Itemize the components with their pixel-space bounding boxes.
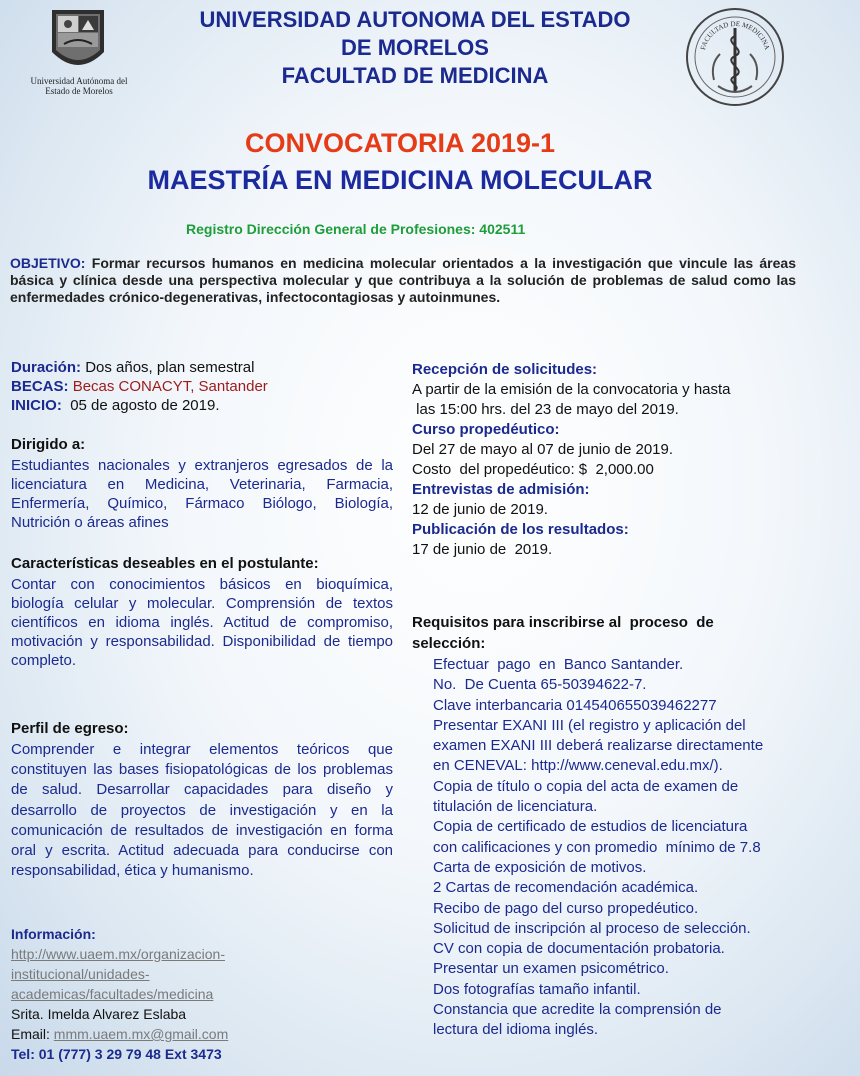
logo-caption-line: Estado de Morelos [45,86,113,96]
info-link-line: http://www.uaem.mx/organizacion- [11,946,225,962]
caracteristicas-section [11,554,393,670]
recepcion-line: las 15:00 hrs. del 23 de mayo del 2019. [412,401,679,418]
inicio-value: 05 de agosto de 2019. [70,397,220,414]
email-label: Email: [11,1026,50,1042]
publicacion-value: 17 de junio de 2019. [412,541,553,558]
uaem-logo-caption [8,76,150,96]
convocatoria-title: CONVOCATORIA 2019-1 [244,128,556,158]
contact-name: Srita. Imelda Alvarez Eslaba [11,1006,187,1022]
list-item: examen EXANI III deberá realizarse directamente [433,737,764,755]
list-item: Presentar un examen psicométrico. [433,960,669,978]
list-item: Carta de exposición de motivos. [433,858,647,876]
list-item: Clave interbancaria 014540655039462277 [433,696,717,714]
perfil-label: Perfil de egreso: [11,720,129,737]
program-title: MAESTRÍA EN MEDICINA MOLECULAR [147,165,653,195]
list-item: No. De Cuenta 65-50394622-7. [433,676,647,694]
caracteristicas-text: Contar con conocimientos básicos en bioquímica, biología celular y molecular. Comprensión de textos científicos en idioma inglés. Actitud de compromiso, motivación y responsabilidad. Disponibilidad de tiempo completo. [11,576,393,669]
list-item: Copia de certificado de estudios de licenciatura [433,818,748,836]
list-item: Copia de título o copia del acta de examen de [433,777,739,795]
telephone: Tel: 01 (777) 3 29 79 48 Ext 3473 [11,1046,222,1062]
seal-text: FACULTAD DE MEDICINA [698,19,772,51]
list-item: Solicitud de inscripción al proceso de selección. [433,919,751,937]
dirigido-text: Estudiantes nacionales y extranjeros egresados de la licenciatura en Medicina, Veterinaria, Farmacia, Enfermería, Químico, Fármaco Biólogo, Biología, Nutrición o áreas afines [11,457,393,531]
objetivo-paragraph [10,255,796,306]
informacion-section [11,924,393,1064]
publicacion-label: Publicación de los resultados: [412,521,629,538]
list-item: en CENEVAL: http://www.ceneval.edu.mx/). [433,757,723,775]
logo-caption-line: Universidad Autónoma del [30,76,128,86]
requisitos-list [412,655,802,1041]
dirigido-section [11,435,393,532]
list-item: Constancia que acredite la comprensión de [433,1001,722,1019]
duracion-value: Dos años, plan semestral [85,359,255,376]
curso-line: Del 27 de mayo al 07 de junio de 2019. [412,441,674,458]
email-link[interactable]: mmm.uaem.mx@gmail.com [53,1026,229,1042]
program-details [11,358,393,415]
title-line: DE MORELOS [341,35,489,60]
facultad-medicina-seal [684,6,786,108]
perfil-section [11,719,393,881]
recepcion-line: A partir de la emisión de la convocatoria y hasta [412,381,731,398]
curso-line: Costo del propedéutico: $ 2,000.00 [412,461,654,478]
perfil-text: Comprender e integrar elementos teóricos que constituyen las bases fisiopatológicas de los problemas de salud. Desarrollar capacidades para diseño y desarrollo de proyectos de investigación y en la comunicación de resultados de investigación en forma oral y escrita. Actitud adecuada para conducirse con responsabilidad, ética y humanismo. [11,741,393,880]
list-item: Dos fotografías tamaño infantil. [433,980,641,998]
caracteristicas-label: Características deseables en el postulante: [11,555,319,572]
becas-label: BECAS: [11,378,69,395]
info-link-line: academicas/facultades/medicina [11,986,214,1002]
requisitos-label [412,612,802,654]
university-title [150,6,680,90]
requisitos-section [412,612,802,1041]
dirigido-label: Dirigido a: [11,436,86,453]
recepcion-label: Recepción de solicitudes: [412,361,598,378]
objetivo-label: OBJETIVO: [10,255,86,271]
title-line: FACULTAD DE MEDICINA [281,63,549,88]
requisitos-label-line: Requisitos para inscribirse al proceso de [412,614,714,631]
list-item: titulación de licenciatura. [433,798,598,816]
entrevistas-value: 12 de junio de 2019. [412,501,548,518]
info-link-line: institucional/unidades- [11,966,150,982]
list-item: 2 Cartas de recomendación académica. [433,879,699,897]
list-item: Presentar EXANI III (el registro y aplicación del [433,716,746,734]
objetivo-text: Formar recursos humanos en medicina molecular orientados a la investigación que vincule las áreas básica y clínica desde una perspectiva molecular y que contribuya a la solución de problemas de salud como las enfermedades crónico-degenerativas, infectocontagiosas y autoinmunes. [10,255,796,305]
curso-label: Curso propedéutico: [412,421,560,438]
list-item: CV con copia de documentación probatoria. [433,940,725,958]
title-line: UNIVERSIDAD AUTONOMA DEL ESTADO [199,7,631,32]
informacion-label: Información: [11,926,96,942]
info-link[interactable] [11,944,393,1004]
calendar-section [412,360,802,560]
list-item: Efectuar pago en Banco Santander. [433,656,684,673]
becas-value: Becas CONACYT, Santander [72,378,268,395]
registro-profesiones: Registro Dirección General de Profesiones: 402511 [186,221,526,237]
requisitos-label-line: selección: [412,635,486,652]
inicio-label: INICIO: [11,397,62,414]
list-item: lectura del idioma inglés. [433,1021,599,1039]
duracion-label: Duración: [11,359,82,376]
list-item: Recibo de pago del curso propedéutico. [433,899,699,917]
list-item: con calificaciones y con promedio mínimo de 7.8 [433,838,761,856]
entrevistas-label: Entrevistas de admisión: [412,481,590,498]
